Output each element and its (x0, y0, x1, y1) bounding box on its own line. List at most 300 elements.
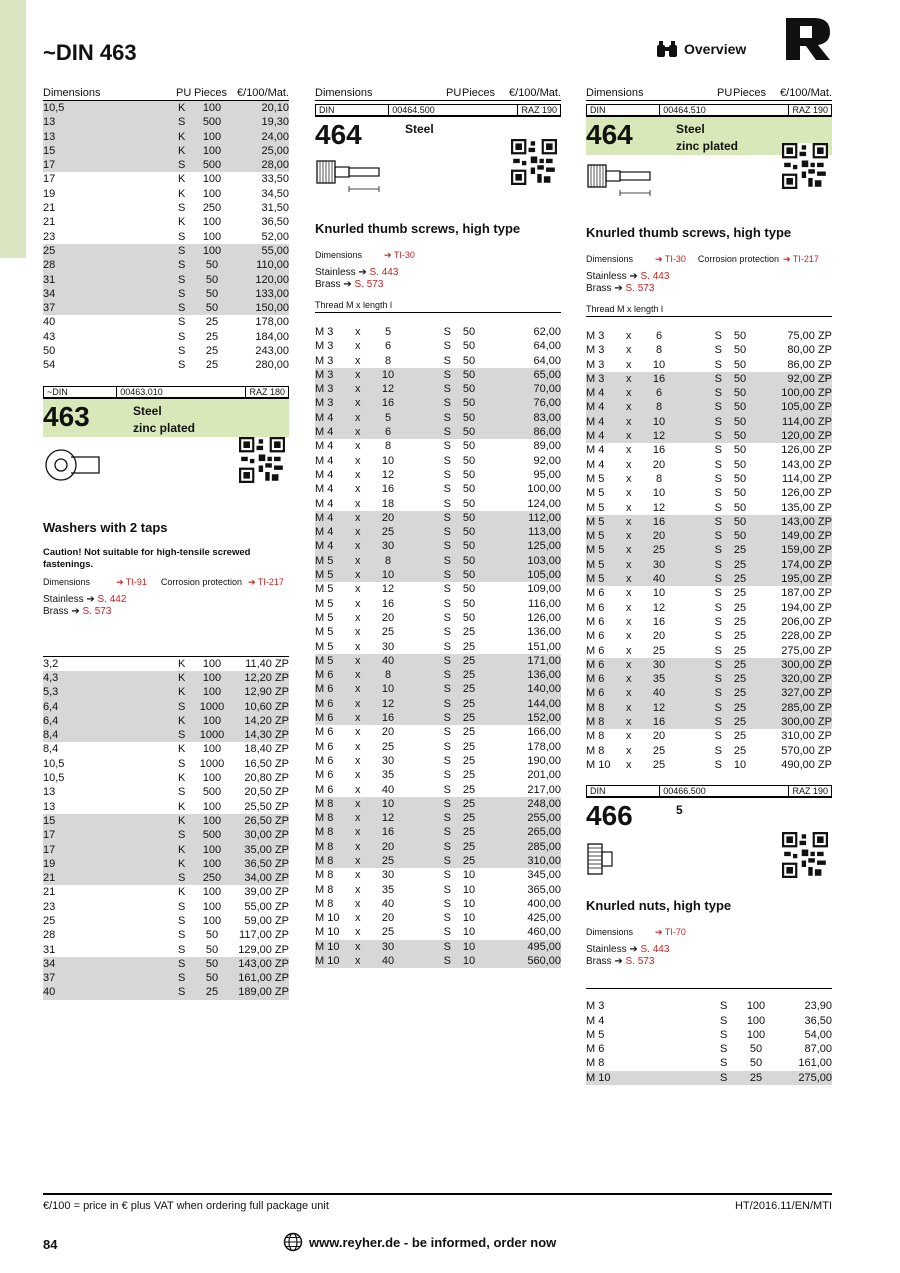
cell-thread: M 3 (315, 368, 355, 382)
stainless-ref-link[interactable]: S. 443 (369, 267, 399, 278)
cell-pu: S (178, 287, 190, 301)
cell-dimension: 34 (43, 287, 178, 301)
cell-x: x (355, 611, 361, 624)
cell-pieces: 50 (451, 425, 487, 439)
stainless-label: Stainless ➔ (586, 944, 638, 956)
cell-price: 86,00 ZP (787, 358, 832, 371)
cell-pu: S (443, 354, 451, 367)
cell-thread: M 4 (586, 458, 605, 471)
cell-price: 86,00 (487, 425, 561, 439)
cell-pu: S (178, 828, 190, 842)
product-code-bar (315, 104, 561, 117)
cell-pu: S (178, 258, 190, 272)
cell-dimension: 15 (43, 144, 178, 158)
raz-code: RAZ 180 (249, 386, 285, 397)
cell-pieces: 500 (202, 786, 222, 799)
brass-ref-link[interactable]: S. 573 (354, 279, 384, 290)
cell-price: 39,00 ZP (244, 886, 289, 899)
brass-ref-link[interactable]: S. 573 (625, 283, 655, 294)
table-row (315, 396, 561, 410)
cell-price: 113,00 (487, 525, 561, 539)
cell-x: x (355, 511, 373, 525)
cell-pu: S (443, 611, 451, 624)
qr-code-icon[interactable] (239, 437, 285, 483)
cell-pieces: 25 (736, 1071, 776, 1085)
cell-x: x (626, 501, 632, 514)
table-row (586, 415, 832, 429)
cell-dimension: 34 (43, 957, 178, 971)
header-pieces: Pieces (733, 87, 767, 99)
cell-length: 12 (373, 811, 403, 825)
table-row (43, 943, 289, 957)
cell-pu: K (178, 657, 186, 670)
din-number: 466 (586, 800, 633, 832)
cell-x: x (626, 458, 632, 471)
cell-pieces: 25 (205, 359, 219, 372)
cell-pu: S (443, 440, 451, 453)
cell-pieces: 25 (462, 769, 476, 782)
table-row (43, 971, 289, 985)
table-row (315, 954, 561, 968)
table-row (315, 797, 561, 811)
cell-thread: M 4 (586, 415, 626, 429)
table-row (586, 458, 832, 472)
cell-pu: K (178, 814, 190, 828)
cell-length: 10 (373, 682, 403, 696)
cell-length: 20 (652, 730, 666, 743)
cell-price: 189,00 ZP (234, 985, 289, 999)
brass-ref-link[interactable]: S. 573 (625, 956, 655, 968)
cell-price: 95,00 (533, 468, 561, 481)
cell-pu: S (403, 525, 451, 539)
cell-dimension: M 8 (586, 1057, 605, 1070)
cell-x: x (626, 658, 644, 672)
cell-pu: S (443, 468, 451, 481)
cell-dimension: 43 (43, 330, 56, 343)
cell-thread: M 5 (586, 515, 626, 529)
page-number: 84 (43, 1237, 58, 1252)
cell-x: x (355, 825, 373, 839)
cell-x: x (355, 554, 373, 568)
brass-label: Brass ➔ (43, 605, 80, 617)
stainless-label: Stainless ➔ (315, 267, 367, 278)
cell-length: 40 (381, 897, 395, 910)
table-row (315, 783, 561, 797)
cell-price: 178,00 (527, 740, 561, 753)
finish: zinc plated (133, 420, 196, 435)
cell-pieces: 50 (190, 301, 234, 315)
table-row (586, 615, 832, 629)
cell-x: x (626, 572, 644, 586)
table-row (43, 215, 289, 229)
cell-pu: K (178, 187, 186, 200)
cell-price: 125,00 (487, 539, 561, 553)
cell-pu: S (178, 359, 186, 372)
variants (315, 267, 561, 291)
cell-thread: M 5 (315, 626, 334, 639)
cell-x: x (626, 400, 644, 414)
cell-length: 25 (652, 744, 666, 757)
cell-price: 159,00 ZP (758, 543, 832, 557)
cell-pieces: 25 (462, 726, 476, 739)
table-row (586, 729, 832, 743)
cell-pu: S (714, 487, 722, 500)
cell-length: 10 (373, 368, 403, 382)
table-row (43, 101, 289, 115)
cell-length: 6 (655, 330, 663, 342)
cell-length: 16 (381, 483, 395, 496)
cell-pu: S (714, 444, 722, 457)
cell-x: x (626, 644, 632, 657)
website-link[interactable] (283, 1232, 556, 1252)
cell-price: 275,00 (776, 1071, 832, 1085)
qr-code-icon[interactable] (782, 832, 828, 878)
cell-price: 194,00 ZP (781, 601, 832, 614)
table-row (586, 658, 832, 672)
cell-price: 62,00 (533, 326, 561, 338)
cell-price: 25,50 ZP (244, 800, 289, 813)
cell-pu: S (674, 701, 722, 715)
cell-pu: S (178, 786, 186, 799)
cell-pieces: 50 (722, 400, 758, 414)
cell-thread: M 8 (315, 897, 334, 910)
cell-dimension: 50 (43, 345, 56, 358)
table-row (43, 330, 289, 344)
reyher-logo (784, 16, 832, 62)
cell-price: 75,00 ZP (787, 330, 832, 342)
cell-thread: M 8 (315, 854, 355, 868)
cell-pieces: 25 (462, 626, 476, 639)
cell-thread: M 10 (315, 954, 355, 968)
cell-price: 52,00 (261, 230, 289, 243)
cell-pu: S (403, 368, 451, 382)
stainless-ref-link[interactable]: S. 443 (640, 271, 670, 282)
table-row (315, 711, 561, 725)
cell-pieces: 1000 (190, 700, 234, 714)
cell-pieces: 50 (462, 326, 476, 338)
cell-pieces: 50 (749, 1057, 763, 1070)
table-row (43, 771, 289, 785)
table-row (315, 454, 561, 468)
cell-pieces: 50 (451, 525, 487, 539)
cell-pieces: 250 (190, 871, 234, 885)
cell-pu: S (674, 372, 722, 386)
brass-ref-link[interactable]: S. 573 (82, 605, 112, 617)
material: Steel (133, 403, 162, 418)
cell-price: 152,00 (487, 711, 561, 725)
cell-x: x (355, 483, 361, 496)
cell-dimension: 31 (43, 943, 56, 956)
din-label: DIN (587, 786, 660, 796)
cell-pu: S (443, 626, 451, 639)
table-din-463-zinc (43, 657, 289, 1000)
cell-pieces: 10 (451, 954, 487, 968)
cell-pu: K (178, 685, 190, 699)
cell-thread: M 5 (586, 572, 626, 586)
cell-pieces: 25 (205, 316, 219, 329)
table-row (586, 644, 832, 658)
cell-pieces: 25 (451, 811, 487, 825)
dim-ref-link[interactable]: ➔ TI-30 (655, 254, 686, 264)
cell-price: 11,40 ZP (245, 657, 289, 670)
cell-pu: S (403, 539, 451, 553)
cell-thread: M 5 (586, 472, 605, 485)
table-row (43, 728, 289, 742)
table-row (43, 172, 289, 186)
cell-pu: K (178, 843, 190, 857)
din-number: 464 (315, 119, 362, 150)
cell-length: 25 (381, 926, 395, 939)
cell-dimension: 13 (43, 130, 178, 144)
cell-pu: S (403, 554, 451, 568)
table-row (315, 382, 561, 396)
cell-length: 30 (373, 539, 403, 553)
cell-dimension: 19 (43, 187, 56, 200)
qr-code-icon[interactable] (782, 143, 828, 189)
footer-note: €/100 = price in € plus VAT when ordering full package unit (43, 1200, 329, 1212)
cell-pieces: 50 (462, 483, 476, 496)
product-code-bar (586, 785, 832, 798)
qr-code-icon[interactable] (511, 139, 557, 185)
cell-pieces: 25 (733, 644, 747, 657)
table-row (315, 768, 561, 782)
cell-price: 120,00 (234, 273, 289, 287)
material: 5 (676, 803, 683, 818)
cell-length: 12 (652, 601, 666, 614)
cell-pu: S (403, 854, 451, 868)
cell-pieces: 25 (733, 587, 747, 600)
cell-x: x (626, 672, 644, 686)
cell-x: x (626, 386, 644, 400)
cell-pu: S (443, 869, 451, 882)
table-row (43, 657, 289, 671)
cell-x: x (355, 668, 373, 682)
cell-pu: S (674, 558, 722, 572)
cell-dimension: 10,5 (43, 101, 178, 115)
cell-pieces: 50 (733, 344, 747, 357)
cell-pu: S (178, 700, 190, 714)
cell-dimension: 37 (43, 301, 178, 315)
cell-pieces: 50 (462, 583, 476, 596)
dim-ref-link[interactable]: ➔ TI-70 (655, 927, 686, 938)
cell-x: x (355, 583, 361, 596)
product-header (586, 798, 832, 832)
table-row (43, 900, 289, 914)
cell-length: 12 (381, 468, 395, 481)
cell-thread: M 3 (315, 326, 334, 338)
cell-length: 35 (644, 672, 674, 686)
cell-pieces: 50 (722, 429, 758, 443)
cell-price: 300,00 ZP (758, 658, 832, 672)
cell-pieces: 25 (462, 754, 476, 767)
product-code-bar (43, 386, 289, 399)
stainless-ref-link[interactable]: S. 442 (97, 593, 127, 605)
din-number: 463 (43, 400, 90, 432)
cell-price: 206,00 ZP (781, 615, 832, 628)
corrosion-ref-link[interactable]: ➔ TI-217 (782, 254, 819, 264)
table-row (43, 158, 289, 172)
dim-ref-link[interactable]: ➔ TI-91 (116, 576, 147, 587)
table-row (43, 828, 289, 842)
cell-x: x (355, 368, 373, 382)
cell-dimension: 10,5 (43, 772, 65, 785)
cell-pieces: 10 (462, 883, 476, 896)
cell-length: 20 (381, 912, 395, 925)
cell-x: x (355, 797, 373, 811)
cell-thread: M 6 (315, 726, 334, 739)
cell-pu: S (178, 871, 190, 885)
cell-pu: S (178, 345, 186, 358)
cell-price: 30,00 ZP (234, 828, 289, 842)
cell-pu: S (720, 1014, 728, 1027)
cell-price: 33,50 (261, 173, 289, 186)
cell-pu: S (178, 900, 186, 913)
cell-pu: S (714, 472, 722, 485)
cell-pieces: 100 (190, 857, 234, 871)
cell-pieces: 10 (462, 897, 476, 910)
cell-price: 345,00 (527, 869, 561, 882)
cell-thread: M 8 (586, 730, 605, 743)
cell-pieces: 100 (202, 230, 222, 243)
table-row (586, 629, 832, 643)
cell-thread: M 5 (315, 597, 334, 610)
cell-pieces: 250 (202, 202, 222, 215)
cell-pieces: 50 (205, 943, 219, 956)
cell-dimension: M 4 (586, 1014, 605, 1027)
cell-thread: M 4 (315, 440, 334, 453)
cell-price: 25,00 (234, 144, 289, 158)
cell-x: x (626, 543, 644, 557)
table-row (315, 468, 561, 482)
cell-thread: M 6 (315, 682, 355, 696)
cell-x: x (355, 654, 373, 668)
cell-thread: M 5 (315, 640, 334, 653)
cell-thread: M 3 (586, 358, 605, 371)
cell-x: x (626, 372, 644, 386)
cell-pu: K (178, 101, 190, 115)
cell-pu: S (178, 985, 190, 999)
cell-price: 103,00 (487, 554, 561, 568)
cell-pieces: 25 (722, 658, 758, 672)
cell-length: 12 (373, 697, 403, 711)
cell-pieces: 50 (205, 929, 219, 942)
cell-x: x (355, 454, 361, 467)
cell-length: 10 (644, 415, 674, 429)
cell-thread: M 6 (315, 711, 355, 725)
product-464-zinc (586, 104, 832, 317)
cell-dimension: 5,3 (43, 685, 178, 699)
cell-thread: M 8 (586, 744, 605, 757)
cell-pieces: 25 (451, 697, 487, 711)
cell-price: 320,00 ZP (758, 672, 832, 686)
cell-length: 10 (652, 487, 666, 500)
cell-price: 112,00 (487, 511, 561, 525)
cell-pu: S (443, 726, 451, 739)
cell-pieces: 50 (451, 396, 487, 410)
product-464 (315, 104, 561, 313)
table-row (315, 640, 561, 654)
cell-pu: S (178, 728, 190, 742)
cell-pu: K (178, 144, 190, 158)
cell-pu: S (714, 615, 722, 628)
cell-pu: S (178, 316, 186, 329)
cell-thread: M 4 (315, 497, 334, 510)
cell-pieces: 25 (451, 711, 487, 725)
cell-x: x (626, 686, 644, 700)
cell-pieces: 10 (733, 758, 747, 771)
cell-pu: S (714, 601, 722, 614)
cell-pieces: 25 (722, 672, 758, 686)
cell-x: x (355, 539, 373, 553)
dim-ref-link[interactable]: ➔ TI-30 (384, 250, 415, 260)
cell-pieces: 50 (733, 487, 747, 500)
cell-length: 30 (644, 658, 674, 672)
cell-pieces: 25 (733, 744, 747, 757)
cell-pu: S (403, 511, 451, 525)
corrosion-ref-link[interactable]: ➔ TI-217 (247, 576, 284, 587)
cell-pieces: 25 (462, 640, 476, 653)
cell-price: 100,00 (527, 483, 561, 496)
cell-pieces: 10 (462, 912, 476, 925)
cell-pieces: 50 (451, 568, 487, 582)
table-row (586, 343, 832, 357)
cell-length: 8 (384, 354, 392, 367)
cell-x: x (355, 726, 361, 739)
cell-length: 10 (373, 797, 403, 811)
cell-pu: S (403, 840, 451, 854)
cell-dimension: 21 (43, 216, 56, 229)
cell-dimension: 21 (43, 871, 178, 885)
cell-pieces: 25 (451, 840, 487, 854)
cell-length: 40 (381, 783, 395, 796)
table-row (43, 957, 289, 971)
cell-price: 120,00 ZP (758, 429, 832, 443)
cell-pieces: 100 (202, 657, 222, 670)
cell-length: 20 (373, 511, 403, 525)
cell-pieces: 25 (733, 601, 747, 614)
stainless-label: Stainless ➔ (43, 593, 95, 605)
table-row (586, 1028, 832, 1042)
cell-price: 14,20 ZP (234, 714, 289, 728)
cell-price: 300,00 ZP (758, 715, 832, 729)
stainless-ref-link[interactable]: S. 443 (640, 944, 670, 956)
cell-thread: M 10 (315, 912, 340, 925)
cell-thread: M 4 (315, 425, 355, 439)
product-visuals (43, 437, 289, 517)
cell-pu: S (674, 429, 722, 443)
cell-thread: M 4 (315, 483, 334, 496)
cell-price: 255,00 (487, 811, 561, 825)
overview-link[interactable] (656, 40, 746, 58)
cell-length: 16 (381, 597, 395, 610)
cell-price: 327,00 ZP (758, 686, 832, 700)
cell-pieces: 100 (190, 130, 234, 144)
cell-price: 114,00 ZP (758, 415, 832, 429)
cell-price: 55,00 ZP (244, 900, 289, 913)
cell-pieces: 10 (462, 926, 476, 939)
cell-price: 126,00 ZP (781, 444, 832, 457)
cell-thread: M 3 (315, 382, 355, 396)
cell-length: 12 (652, 501, 666, 514)
cell-length: 30 (381, 640, 395, 653)
cell-pu: S (403, 825, 451, 839)
cell-price: 184,00 (255, 330, 289, 343)
table-row (315, 525, 561, 539)
cell-x: x (355, 382, 373, 396)
table-row (315, 354, 561, 368)
cell-x: x (355, 411, 373, 425)
table-row (586, 1014, 832, 1028)
